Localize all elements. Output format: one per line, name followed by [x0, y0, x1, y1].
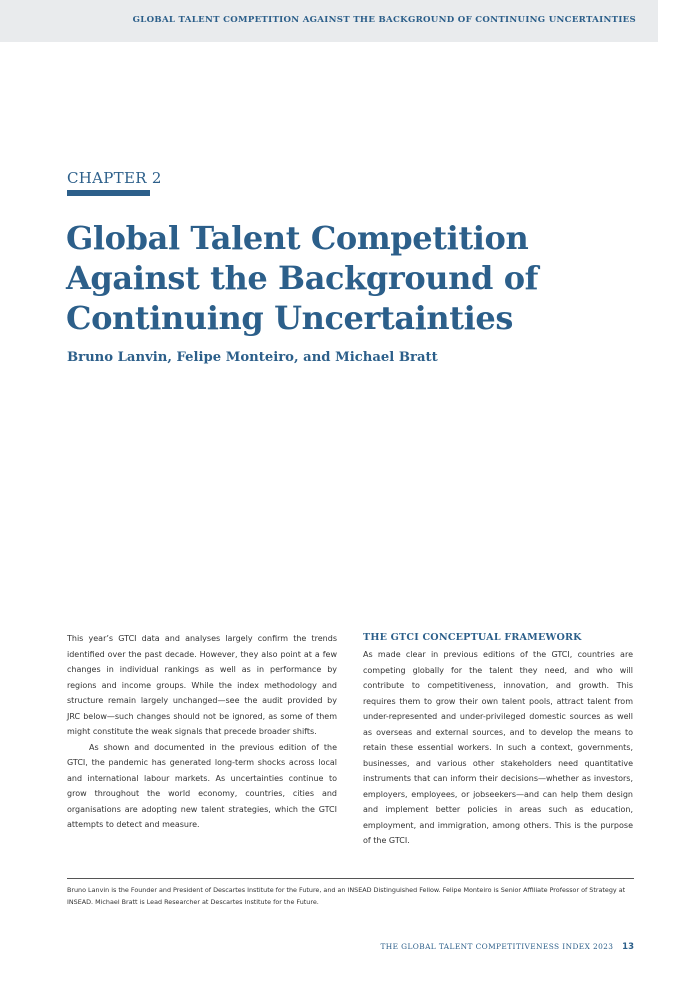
- chapter-underline-bar: [67, 190, 150, 196]
- chapter-label: CHAPTER 2: [67, 169, 162, 187]
- body-paragraph: As shown and documented in the previous edition of the GTCI, the pandemic has generated long-term shocks across local and international labour markets. As uncertainties continue to grow throughout the world economy, countries, cities and organisations are adopting new talent strategies, which the GTCI attempts to detect and measure.: [67, 742, 337, 829]
- footnote-divider: [67, 878, 634, 879]
- left-column: [67, 631, 337, 833]
- body-paragraph: This year’s GTCI data and analyses largely confirm the trends identified over the past decade. However, they also point at a few changes in individual rankings as well as in performance by regions and income groups. While the index methodology and structure remain largely unchanged—see the audit provided by JRC below—such changes should not be ignored, as some of them might constitute the weak signals that precede broader shifts.: [67, 634, 337, 736]
- page-footer: [380, 942, 634, 952]
- section-heading: THE GTCI CONCEPTUAL FRAMEWORK: [363, 632, 582, 643]
- title-line: Global Talent Competition: [66, 219, 529, 257]
- page-number: 13: [622, 942, 634, 952]
- author-footnote: Bruno Lanvin is the Founder and President of Descartes Institute for the Future, and an INSEAD Distinguished Fellow. Felipe Monteiro is Senior Affiliate Professor of Strategy at INSEAD. Michael Bratt is Lead Researcher at Descartes Institute for the Future.: [67, 886, 626, 906]
- title-line: Continuing Uncertainties: [66, 299, 514, 337]
- title-line: Against the Background of: [66, 259, 539, 297]
- chapter-title: [66, 218, 626, 338]
- footer-publication-title: THE GLOBAL TALENT COMPETITIVENESS INDEX 2023: [380, 942, 614, 951]
- running-header: [0, 0, 658, 42]
- right-column: [363, 631, 633, 849]
- authors-line: Bruno Lanvin, Felipe Monteiro, and Michael Bratt: [67, 350, 438, 365]
- running-header-text: GLOBAL TALENT COMPETITION AGAINST THE BACKGROUND OF CONTINUING UNCERTAINTIES: [132, 15, 636, 25]
- body-paragraph: As made clear in previous editions of the GTCI, countries are competing globally for the talent they need, and who will contribute to competitiveness, innovation, and growth. This requires them to grow their own talent pools, attract talent from under-represented and under-privileged domestic sources as well as overseas and external sources, and to develop the means to retain these essential workers. In such a context, governments, businesses, and various other stakeholders need quantitative instruments that can inform their decisions—whether as investors, employers, employees, or jobseekers—and can help them design and implement better policies in areas such as education, employment, and immigration, among others. This is the purpose of the GTCI.: [363, 650, 633, 845]
